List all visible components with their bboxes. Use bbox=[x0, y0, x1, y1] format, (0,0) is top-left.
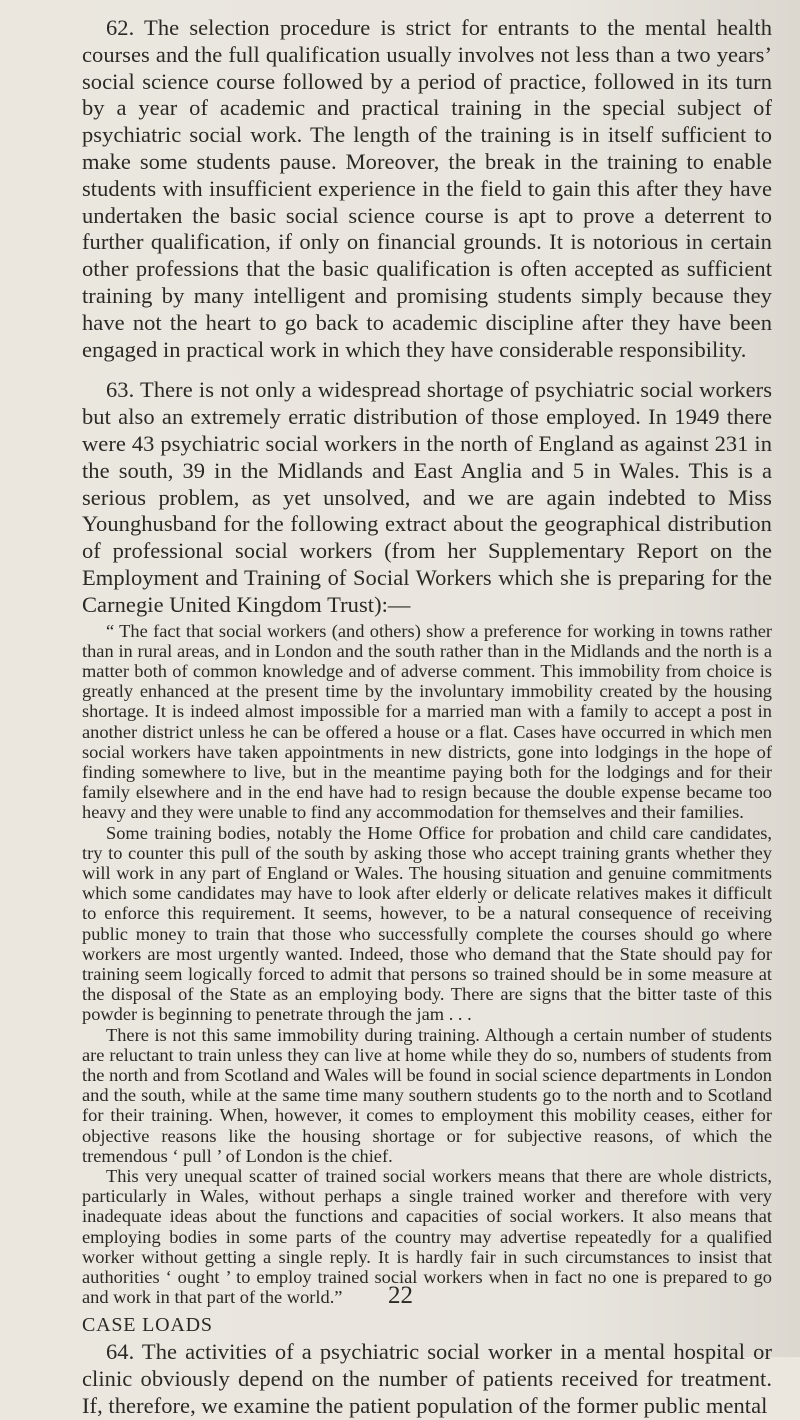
section-heading-case-loads: CASE LOADS bbox=[82, 1314, 213, 1337]
paragraph-63: 63. There is not only a widespread shortage of psychiatric social workers but also an extremely erratic distribution of those employed. In 1949 there were 43 psychiatric social workers in the north of England as against 231 in the south, 39 in the Midlands and East Anglia and 5 in Wales. This is a serious problem, as yet unsolved, and we are again indebted to Miss Younghusband for the following extract about the geographical distribution of professional social workers (from her Supplementary Report on the Employment and Training of Social Workers which she is preparing for the Carnegie United Kingdom Trust):— bbox=[82, 377, 772, 617]
paragraph-62: 62. The selection procedure is strict for entrants to the mental health courses and the full qualification usually involves not less than a two years’ social science course followed by a period of practice, followed in its turn by a year of academic and practical training in the special subject of psychiatric social work. The length of the training is in itself sufficient to make some students pause. Moreover, the break in the training to enable students with insufficient experience in the field to gain this after they have undertaken the basic social science course is apt to prove a deterrent to further qualification, if only on financial grounds. It is notorious in certain other professions that the basic qualification is often accepted as sufficient training by many intelligent and promising students simply because they have not the heart to go back to academic discipline after they have been engaged in practical work in which they have considerable responsibility. bbox=[82, 15, 772, 362]
page-number: 22 bbox=[388, 1282, 413, 1309]
quote-paragraph-2: Some training bodies, notably the Home Office for probation and child care candidates, try to counter this pull of the south by asking those who accept training grants whether they will work in any part of England or Wales. The housing situation and genuine commitments which some candidates may have to look after elderly or delicate relatives makes it difficult to enforce this requirement. It seems, however, to be a natural consequence of receiving public money to train that those who successfully complete the courses should go where workers are most urgently wanted. Indeed, those who demand that the State should pay for training seem logically forced to admit that persons so trained should be in some measure at the disposal of the State as an employing body. There are signs that the bitter taste of this powder is beginning to penetrate through the jam . . . bbox=[82, 822, 772, 1025]
quote-paragraph-4: This very unequal scatter of trained social workers means that there are whole districts, particularly in Wales, without perhaps a single trained worker and therefore with very inadequate ideas about the functions and capacities of social workers. It also means that employing bodies in some parts of the country may advertise repeatedly for a qualified worker without getting a single reply. It is hardly fair in such circumstances to insist that authorities ‘ ought ’ to employ trained social workers when in fact no one is prepared to go and work in that part of the world.” bbox=[82, 1166, 772, 1308]
paragraph-64: 64. The activities of a psychiatric social worker in a mental hospital or clinic obviously depend on the number of patients received for treatment. If, therefore, we examine the patient population of the former public mental bbox=[82, 1339, 772, 1419]
page-content bbox=[82, 15, 772, 1420]
quote-paragraph-3: There is not this same immobility during training. Although a certain number of students are reluctant to train unless they can live at home while they do so, numbers of students from the north and from Scotland and Wales will be found in social science departments in London and the south, while at the same time many southern students go to the north and to Scotland for their training. When, however, it comes to employment this mobility ceases, either for objective reasons like the housing shortage or for subjective reasons, of which the tremendous ‘ pull ’ of London is the chief. bbox=[82, 1024, 772, 1166]
quote-paragraph-1: “ The fact that social workers (and others) show a preference for working in towns rather than in rural areas, and in London and the south rather than in the Midlands and the north is a matter both of common knowledge and of adverse comment. This immobility from choice is greatly enhanced at the present time by the involuntary immobility created by the housing shortage. It is indeed almost impossible for a married man with a family to accept a post in another district unless he can be offered a house or a flat. Cases have occurred in which men social workers have taken appointments in new districts, gone into lodgings in the hope of finding somewhere to live, but in the meantime paying both for the lodgings and for their family elsewhere and in the end have had to resign because the double expense became too heavy and they were unable to find any accommodation for themselves and their families. bbox=[82, 620, 772, 823]
